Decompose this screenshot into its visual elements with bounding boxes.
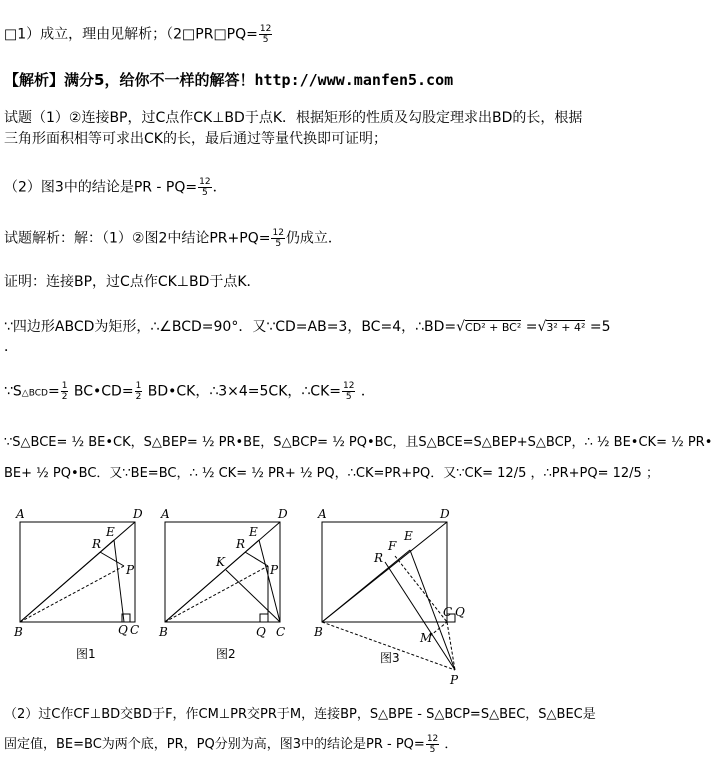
proof-line-5: BE+ ½ PQ•BC．又∵BE=BC，∴ ½ CK= ½ PR+ ½ PQ，∴CK=PR+PQ．又∵CK= 12/5 ，∴PR+PQ= 12/5 ； (4, 466, 659, 481)
figure-3-caption: 图3 (380, 651, 400, 665)
fraction-den: 2 (61, 392, 68, 402)
svg-text:B: B (314, 625, 323, 639)
figure-1-caption: 图1 (76, 647, 96, 661)
text: 试题解析：解：（1）②图2中结论PR+PQ= (4, 230, 271, 247)
proof-line-1: 证明：连接BP，过C点作CK⊥BD于点K． (4, 274, 261, 290)
proof-line-3 (4, 381, 375, 404)
svg-text:E: E (249, 525, 258, 539)
fraction-den: 5 (429, 745, 436, 755)
text: BC•CD= (69, 383, 134, 400)
fraction (61, 381, 69, 402)
geometry-figures (0, 500, 630, 700)
svg-text:M: M (420, 631, 433, 645)
hint-part-2 (4, 177, 227, 198)
svg-text:P: P (126, 563, 135, 577)
svg-text:Q: Q (256, 625, 266, 639)
fraction (198, 177, 211, 198)
fraction-den: 5 (345, 392, 352, 402)
proof-line-2 (4, 317, 611, 338)
part2-line-2 (4, 734, 457, 755)
proof-line-2b: ． (4, 339, 18, 355)
svg-text:P: P (270, 563, 279, 577)
text: ∵四边形ABCD为矩形，∴∠BCD=90°．又∵CD=AB=3，BC=4，∴BD= (4, 319, 457, 335)
text: BD•CK，∴3×4=5CK，∴CK= (143, 383, 341, 400)
svg-text:C: C (276, 625, 286, 639)
figure-2 (165, 522, 280, 622)
svg-text:Q: Q (118, 623, 128, 637)
solution-intro (4, 228, 342, 249)
svg-text:R: R (374, 551, 384, 565)
fraction-den: 2 (135, 392, 142, 402)
text: ∵S (4, 383, 22, 400)
text: =5 (585, 319, 611, 335)
fraction-den: 5 (202, 188, 208, 198)
svg-text:F: F (388, 539, 397, 553)
fraction (271, 228, 284, 249)
analysis-slogan: 满分5，给你不一样的解答！ (64, 71, 255, 89)
subscript: △BCD (21, 388, 48, 399)
text: = (47, 383, 60, 400)
svg-text:B: B (14, 625, 23, 639)
answer-summary (4, 24, 273, 45)
svg-text:B: B (159, 625, 168, 639)
fraction (426, 734, 439, 755)
fraction-num: 12 (259, 24, 272, 34)
svg-text:R: R (236, 537, 246, 551)
svg-text:A: A (161, 507, 170, 521)
text: （2）图3中的结论是PR - PQ= (4, 179, 198, 196)
svg-text:E: E (106, 525, 115, 539)
figure-1 (20, 522, 135, 622)
svg-text:A: A (16, 507, 25, 521)
text: 仍成立． (285, 230, 342, 247)
site-url: http://www.manfen5.com (254, 71, 454, 89)
svg-text:K: K (216, 555, 225, 569)
svg-text:D: D (133, 507, 143, 521)
analysis-bracket: 【解析】 (4, 71, 65, 89)
fraction-num: 12 (426, 734, 439, 744)
fraction-den: 5 (262, 35, 269, 45)
fraction (342, 381, 355, 402)
fraction-num: 12 (199, 177, 211, 187)
svg-text:R: R (92, 537, 102, 551)
svg-text:E: E (404, 529, 413, 543)
answer-summary-text: □1）成立，理由见解析；（2□PR□PQ= (4, 26, 258, 43)
fraction-num: 12 (343, 381, 355, 391)
fraction-num: 1 (135, 381, 142, 391)
svg-text:A: A (318, 507, 327, 521)
text: 固定值，BE=BC为两个底，PR，PQ分别为高，图3中的结论是PR - PQ= (4, 737, 425, 752)
part2-line-1: （2）过C作CF⊥BD交BD于F，作CM⊥PR交PR于M，连接BP，S△BPE - S△BCP=S△BEC，S△BEC是 (4, 707, 596, 722)
fraction-num: 12 (272, 228, 284, 238)
fraction (135, 381, 143, 402)
hint-line-1: 试题（1）②连接BP，过C点作CK⊥BD于点K．根据矩形的性质及勾股定理求出BD的长，根据 (4, 110, 583, 126)
sqrt-icon: √ (537, 319, 547, 335)
fraction-den: 5 (275, 239, 282, 249)
svg-text:Q: Q (455, 605, 465, 619)
text: ． (212, 179, 227, 196)
figure-1-labels (13, 507, 143, 661)
radicand: 3² + 4² (546, 321, 586, 334)
svg-text:C: C (130, 623, 140, 637)
svg-text:C: C (443, 605, 453, 619)
hint-line-2: 三角形面积相等可求出CK的长，最后通过等量代换即可证明； (4, 131, 387, 147)
svg-text:D: D (440, 507, 450, 521)
sqrt-icon: √ (456, 319, 466, 335)
figure-3-labels (313, 507, 465, 687)
analysis-header (4, 70, 453, 90)
figure-2-caption: 图2 (216, 647, 236, 661)
svg-text:D: D (278, 507, 288, 521)
proof-line-4: ∵S△BCE= ½ BE•CK，S△BEP= ½ PR•BE，S△BCP= ½ PQ•BC，且S△BCE=S△BEP+S△BCP，∴ ½ BE•CK= ½ PR• (4, 435, 712, 450)
fraction (259, 24, 272, 45)
svg-text:P: P (450, 673, 459, 687)
fraction-num: 1 (61, 381, 68, 391)
text: ． (356, 383, 375, 400)
radicand: CD² + BC² (465, 321, 522, 334)
text: ． (440, 737, 458, 752)
text: = (521, 319, 538, 335)
